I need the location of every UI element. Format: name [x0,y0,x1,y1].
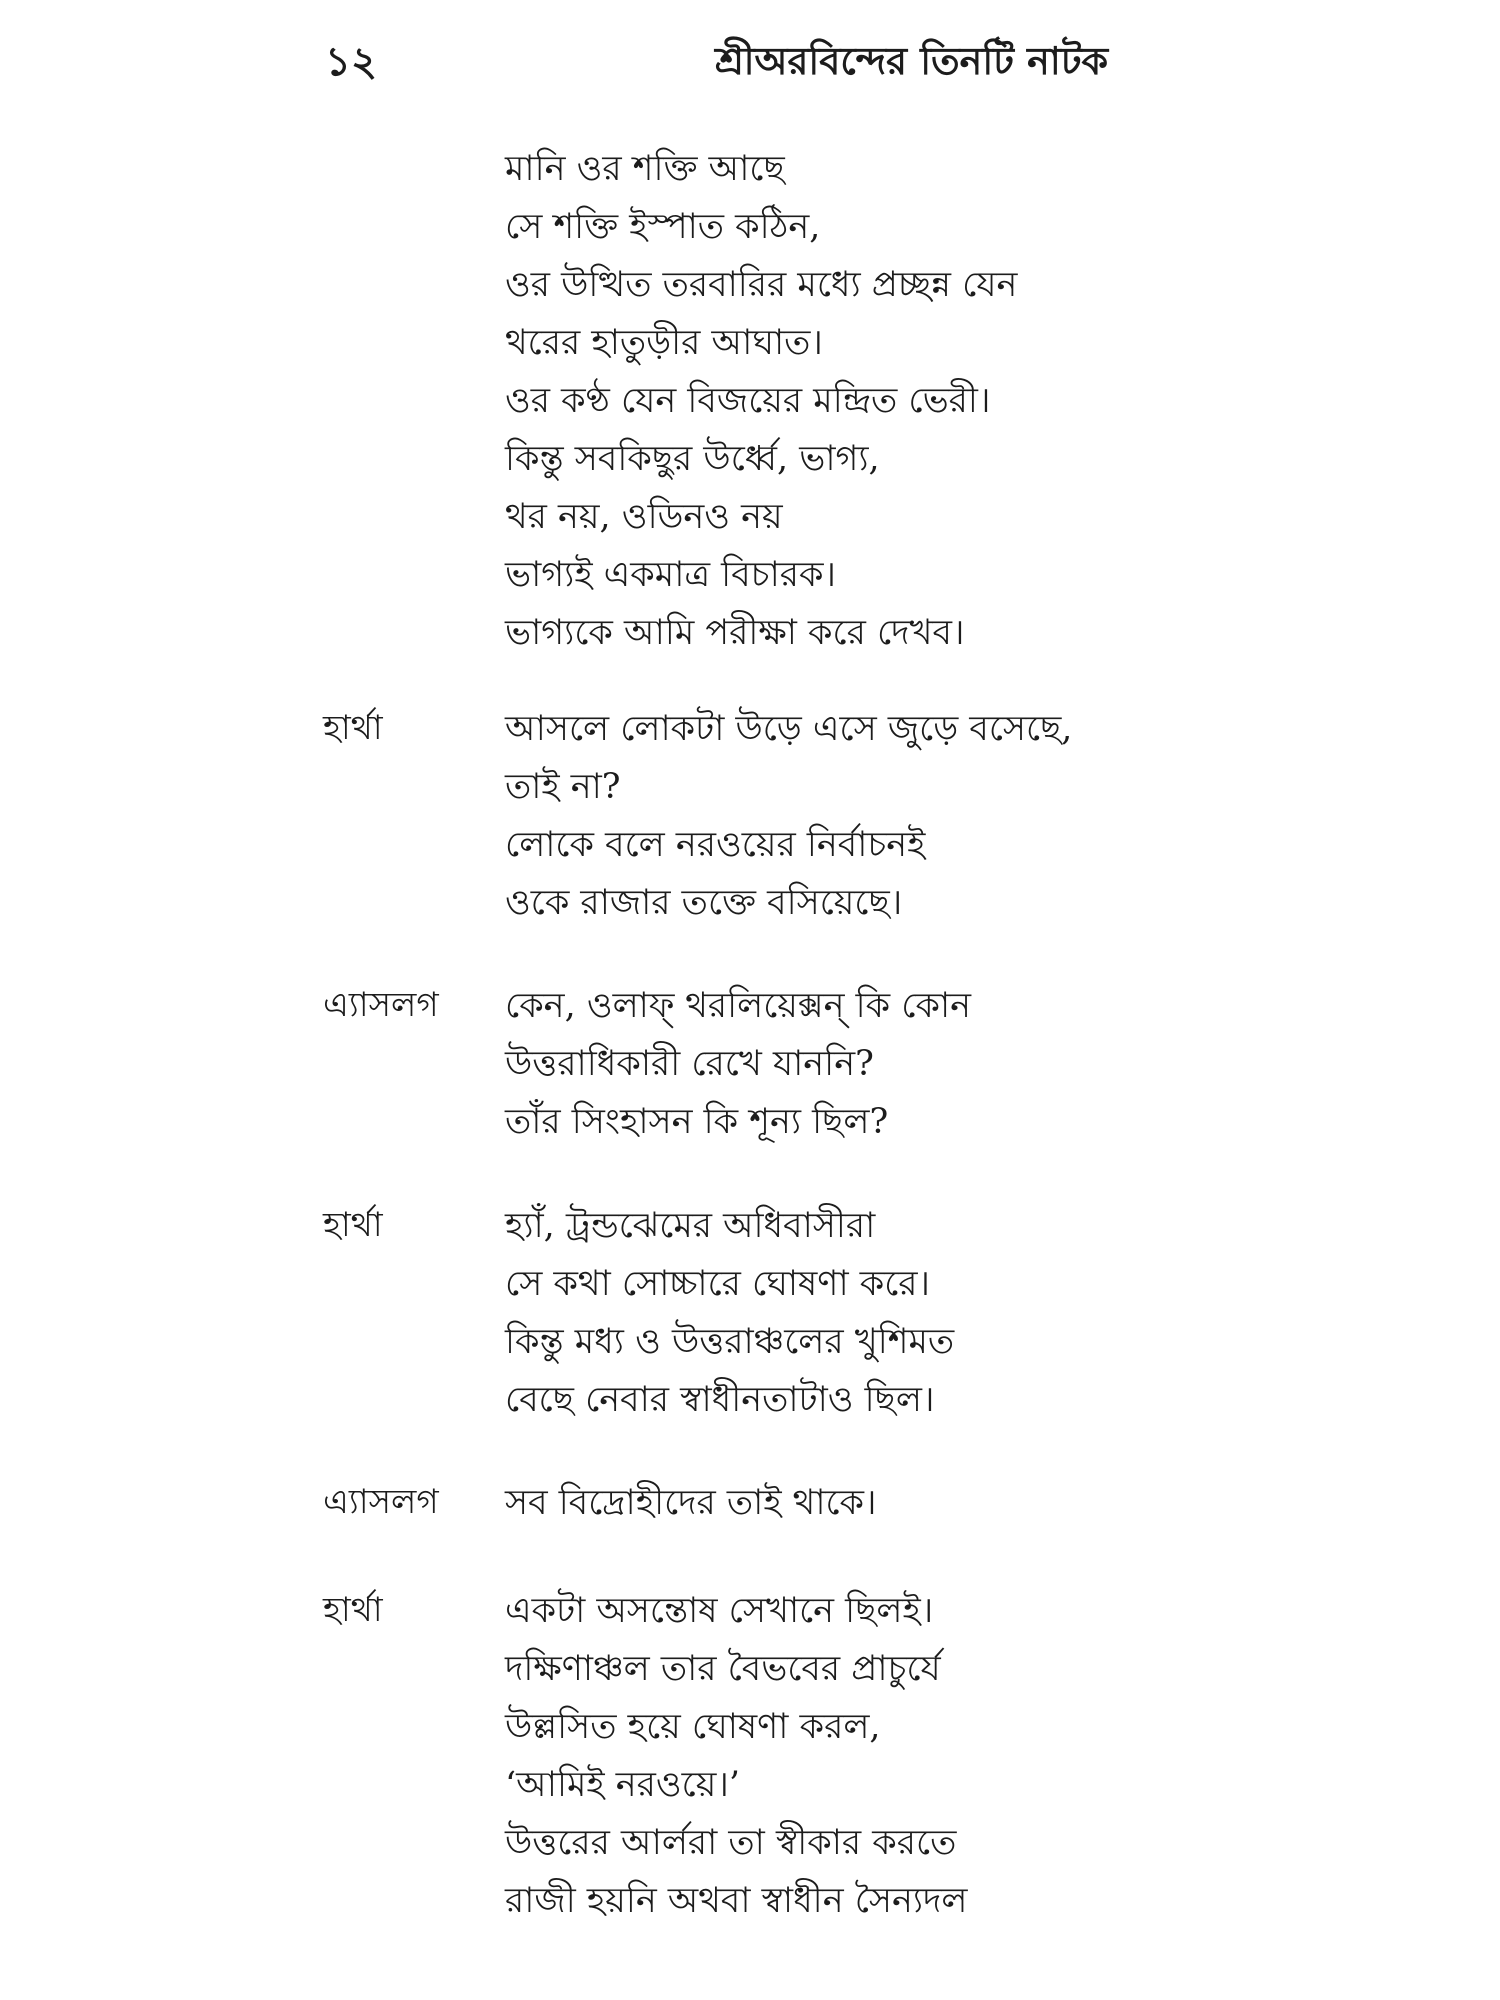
speech-line: ‘আমিই নরওয়ে।’ [505,1765,740,1805]
speech-line: তাই না? [505,767,621,807]
verse-line: থর নয়, ওডিনও নয় [505,497,783,537]
speaker-name: হার্থা [323,1205,383,1245]
speech-line: কেন, ওলাফ্ থরলিয়েক্সন্ কি কোন [505,986,971,1026]
speech-line: বেছে নেবার স্বাধীনতাটাও ছিল। [505,1380,935,1420]
speaker-name: হার্থা [323,708,383,748]
verse-line: ওর উত্থিত তরবারির মধ্যে প্রচ্ছন্ন যেন [505,265,1018,305]
speech-line: উত্তরাধিকারী রেখে যাননি? [505,1044,874,1084]
verse-line: মানি ওর শক্তি আছে [505,149,785,189]
speech-line: কিন্তু মধ্য ও উত্তরাঞ্চলের খুশিমত [505,1322,955,1362]
verse-line: সে শক্তি ইস্পাত কঠিন, [505,207,821,247]
speech-line: লোকে বলে নরওয়ের নির্বাচনই [505,825,926,865]
speech-line: আসলে লোকটা উড়ে এসে জুড়ে বসেছে, [505,709,1073,749]
speech-line: ওকে রাজার তক্তে বসিয়েছে। [505,883,903,923]
speech-line: সে কথা সোচ্চারে ঘোষণা করে। [505,1264,931,1304]
speech-line: একটা অসন্তোষ সেখানে ছিলই। [505,1591,934,1631]
speech-line: হ্যাঁ, ট্রন্ডঝেমের অধিবাসীরা [505,1206,876,1246]
speech-line: উল্লসিত হয়ে ঘোষণা করল, [505,1707,881,1747]
speaker-name: এ্যাসলগ [323,1482,439,1522]
running-header-title: শ্রীঅরবিন্দের তিনটি নাটক [715,38,1109,83]
verse-line: থরের হাতুড়ীর আঘাত। [505,323,823,363]
verse-line: ভাগ্যই একমাত্র বিচারক। [505,555,836,595]
verse-line: ওর কণ্ঠ যেন বিজয়ের মন্দ্রিত ভেরী। [505,381,991,421]
verse-line: ভাগ্যকে আমি পরীক্ষা করে দেখব। [505,613,965,653]
speech-line: উত্তরের আর্লরা তা স্বীকার করতে [505,1823,957,1863]
speech-line: দক্ষিণাঞ্চল তার বৈভবের প্রাচুর্যে [505,1649,941,1689]
speaker-name: এ্যাসলগ [323,985,439,1025]
speech-line: তাঁর সিংহাসন কি শূন্য ছিল? [505,1102,889,1142]
speech-line: রাজী হয়নি অথবা স্বাধীন সৈন্যদল [505,1881,968,1921]
verse-line: কিন্তু সবকিছুর উর্ধ্বে, ভাগ্য, [505,439,880,479]
speech-line: সব বিদ্রোহীদের তাই থাকে। [505,1483,877,1523]
speaker-name: হার্থা [323,1590,383,1630]
page-number: ১২ [325,38,377,85]
